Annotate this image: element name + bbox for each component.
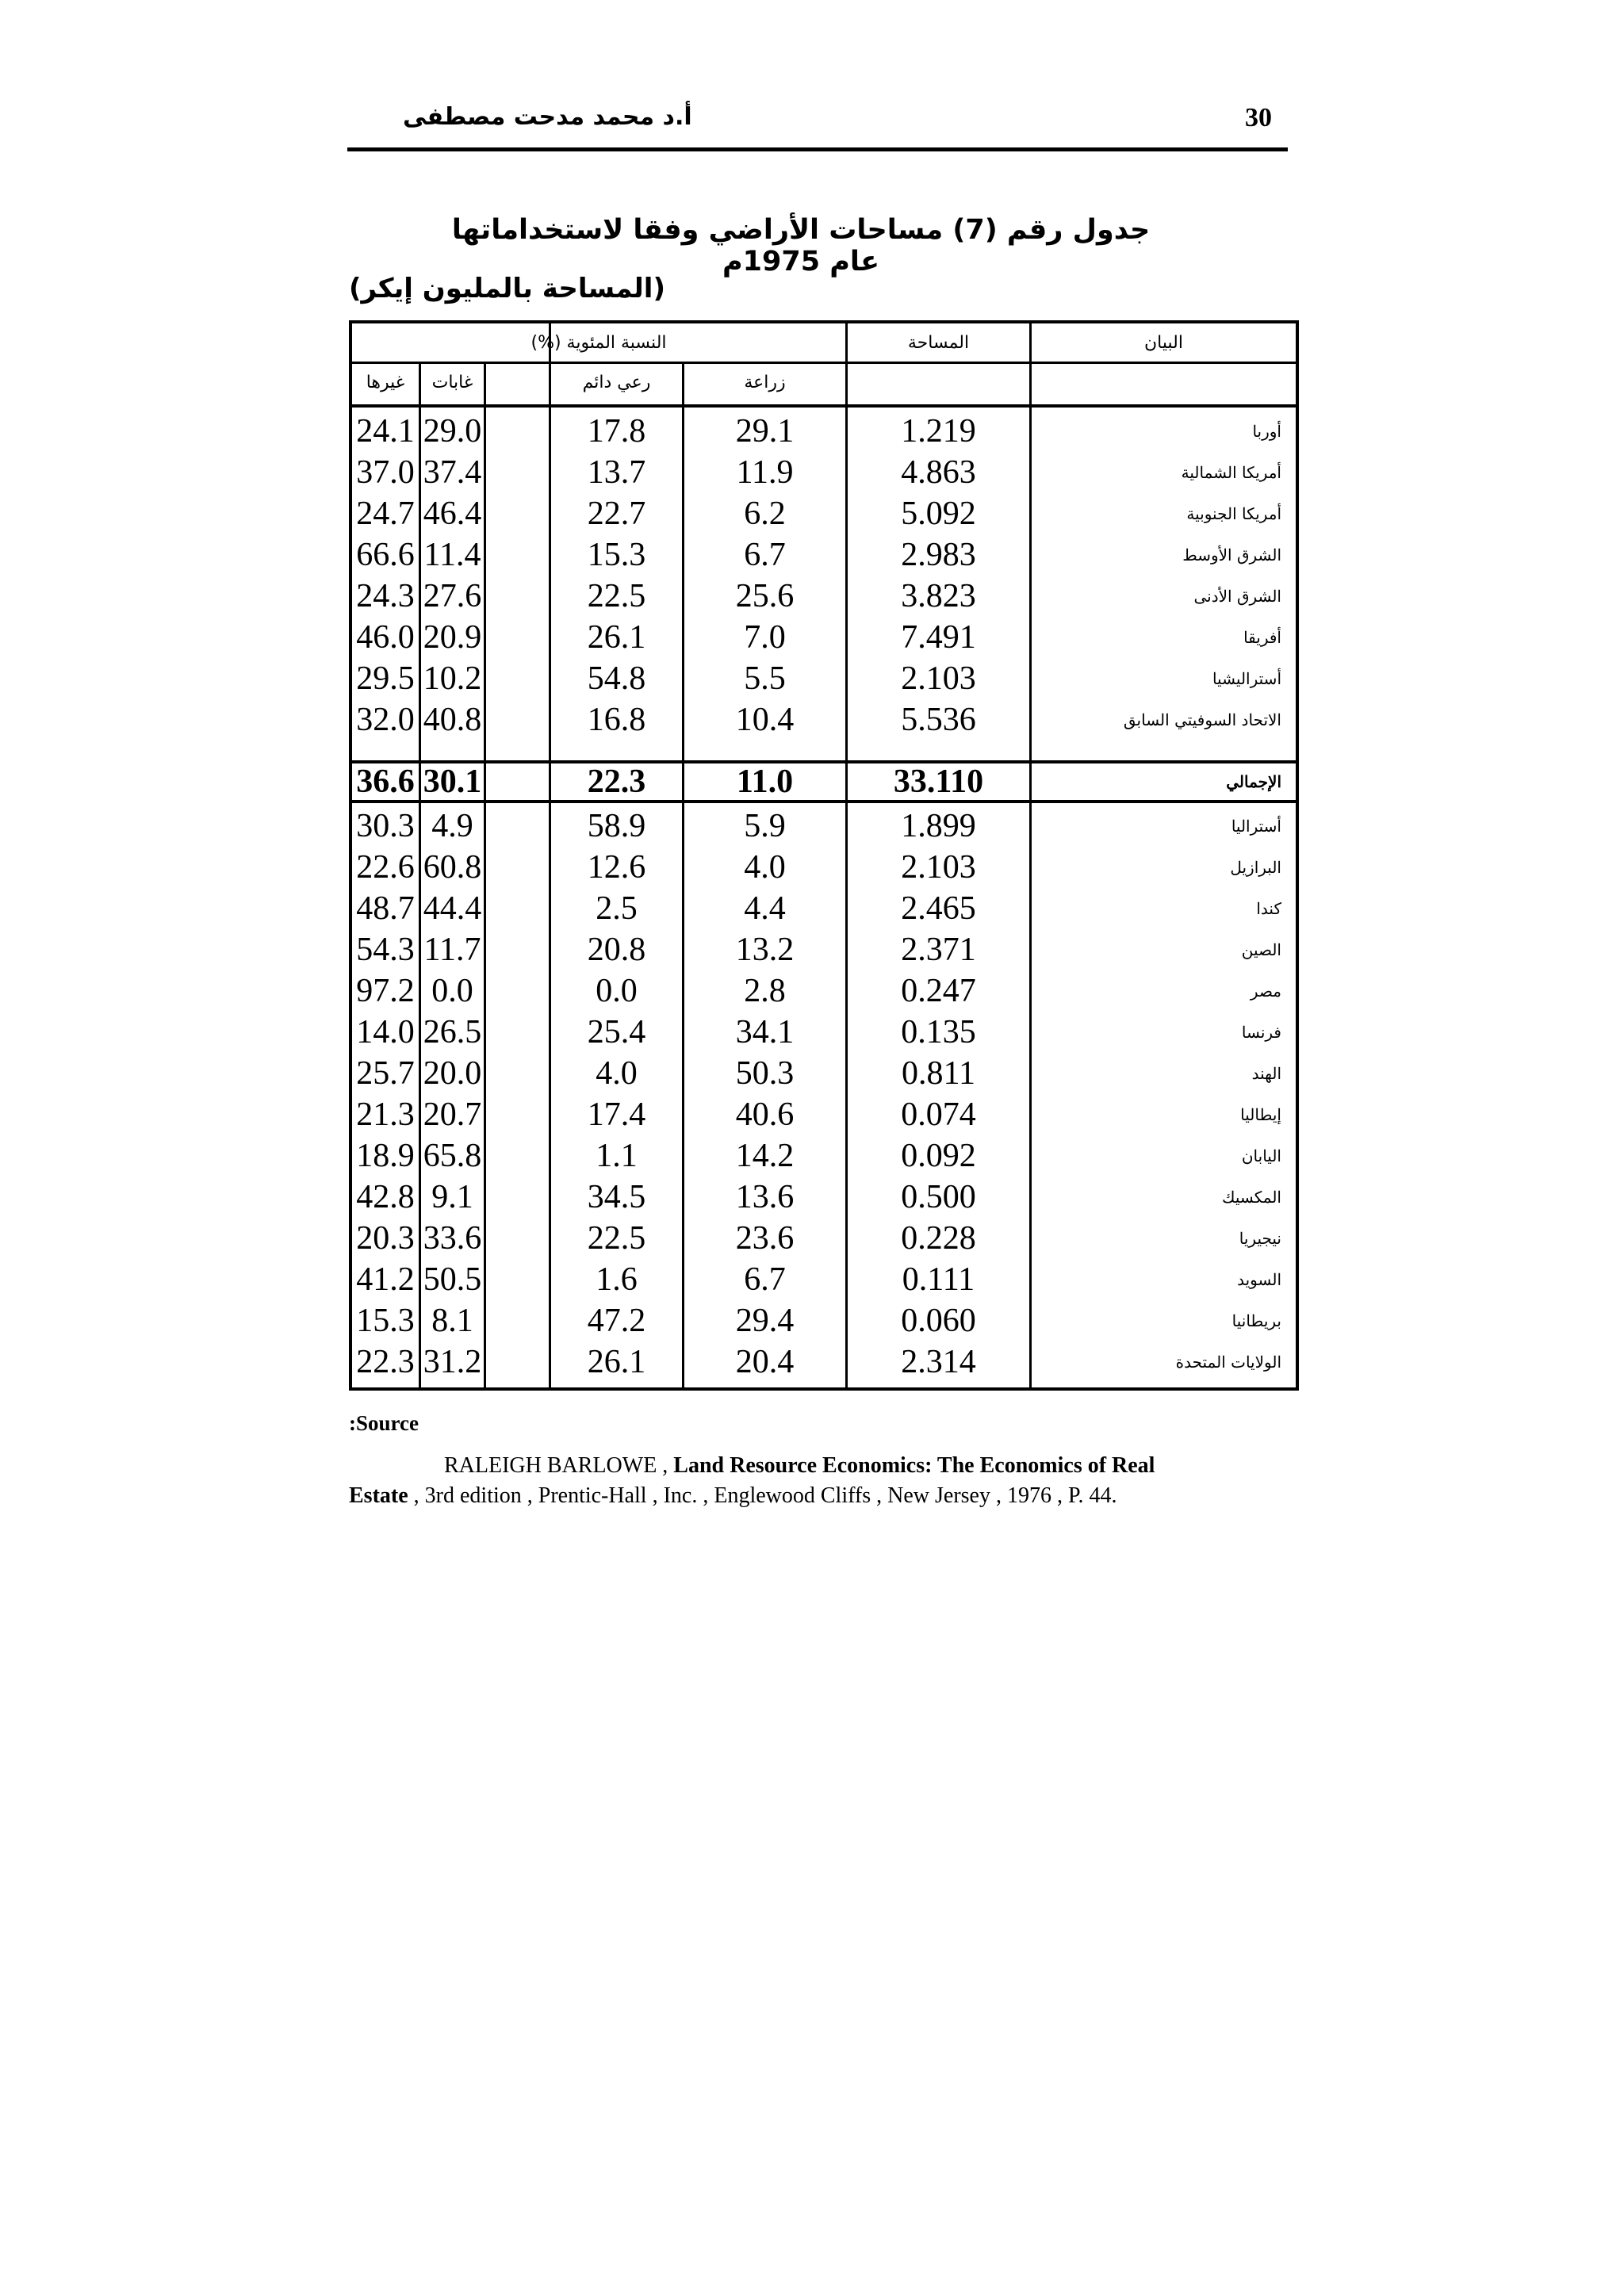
cell-other: 24.3 [356,578,415,614]
cell-pasture: 1.6 [596,1261,638,1298]
cell-other: 97.2 [356,973,415,1009]
source-reference [349,1451,1300,1511]
author-name: أ.د محمد مدحت مصطفى [403,103,692,131]
cell-other: 24.1 [356,413,415,450]
table-row [352,576,1296,617]
cell-agriculture: 6.7 [744,1261,786,1298]
cell-pasture: 13.7 [587,454,646,491]
table-row [352,1300,1296,1341]
cell-name: الشرق الأدنى [1193,587,1281,606]
cell-area: 0.074 [901,1096,976,1133]
cell-name: الاتحاد السوفيتي السابق [1123,710,1281,729]
cell-pasture: 26.1 [587,619,646,656]
cell-forests: 8.1 [431,1303,473,1339]
cell-agriculture: 4.4 [744,890,786,927]
table-row [352,1177,1296,1218]
source-author: RALEIGH BARLOWE , [444,1453,674,1478]
cell-area: 0.111 [902,1261,975,1298]
cell-area: 5.092 [901,496,976,532]
table-unit: (المساحة بالمليون إيكر) [349,273,665,304]
cell-agriculture: 7.0 [744,619,786,656]
cell-area: 0.500 [901,1179,976,1215]
cell-agriculture: 6.7 [744,537,786,573]
cell-forests: 31.2 [423,1344,482,1380]
cell-agriculture: 29.4 [735,1303,795,1339]
source-title-1: Land Resource Economics: The Economics of Real [673,1453,1155,1478]
cell-pasture: 0.0 [596,973,638,1009]
cell-forests: 20.0 [423,1055,482,1092]
cell-other: 15.3 [356,1303,415,1339]
total-pasture: 22.3 [587,763,646,800]
cell-agriculture: 4.0 [744,849,786,886]
cell-pasture: 20.8 [587,932,646,968]
cell-name: نيجيريا [1239,1229,1281,1248]
cell-agriculture: 29.1 [735,413,795,450]
cell-pasture: 34.5 [587,1179,646,1215]
header-item: البيان [1144,333,1183,353]
cell-other: 14.0 [356,1014,415,1050]
cell-agriculture: 5.5 [744,660,786,697]
cell-area: 0.811 [902,1055,975,1092]
cell-pasture: 1.1 [596,1138,638,1174]
cell-pasture: 17.8 [587,413,646,450]
cell-name: بريطانيا [1231,1311,1281,1330]
cell-forests: 65.8 [423,1138,482,1174]
cell-name: اليابان [1241,1146,1281,1165]
total-agriculture: 11.0 [736,763,794,800]
table-row [352,1053,1296,1094]
cell-name: الهند [1251,1064,1281,1083]
table-row [352,1135,1296,1177]
cell-pasture: 25.4 [587,1014,646,1050]
cell-other: 41.2 [356,1261,415,1298]
cell-name: أفريقا [1243,628,1281,647]
cell-forests: 11.4 [423,537,481,573]
cell-pasture: 58.9 [587,808,646,844]
page-header [347,101,1288,151]
cell-area: 1.219 [901,413,976,450]
cell-other: 30.3 [356,808,415,844]
cell-agriculture: 10.4 [735,702,795,738]
cell-area: 5.536 [901,702,976,738]
cell-other: 42.8 [356,1179,415,1215]
cell-forests: 50.5 [423,1261,482,1298]
total-other: 36.6 [356,763,415,800]
cell-area: 2.103 [901,660,976,697]
table-row [352,970,1296,1012]
cell-area: 0.060 [901,1303,976,1339]
cell-other: 54.3 [356,932,415,968]
cell-agriculture: 14.2 [735,1138,795,1174]
source-details: , 3rd edition , Prentic-Hall , Inc. , Englewood Cliffs , New Jersey , 1976 , P. 44. [408,1483,1117,1508]
cell-name: الشرق الأوسط [1182,545,1281,564]
table-row [352,617,1296,658]
cell-pasture: 54.8 [587,660,646,697]
table-row [352,493,1296,534]
cell-agriculture: 5.9 [744,808,786,844]
cell-other: 48.7 [356,890,415,927]
table-row [352,847,1296,888]
cell-area: 0.135 [901,1014,976,1050]
cell-name: إيطاليا [1240,1105,1281,1124]
cell-forests: 29.0 [423,413,482,450]
cell-name: أستراليشيا [1212,669,1281,688]
cell-name: السويد [1237,1270,1281,1289]
cell-forests: 37.4 [423,454,482,491]
table-row [352,1094,1296,1135]
page-number: 30 [1245,103,1272,132]
cell-forests: 60.8 [423,849,482,886]
cell-name: أمريكا الجنوبية [1186,504,1281,523]
cell-area: 2.314 [901,1344,976,1380]
cell-area: 0.247 [901,973,976,1009]
total-row [352,761,1296,802]
cell-forests: 10.2 [423,660,482,697]
cell-pasture: 15.3 [587,537,646,573]
table-title: جدول رقم (7) مساحات الأراضي وفقا لاستخداماتها عام 1975م [451,214,1151,277]
cell-pasture: 4.0 [596,1055,638,1092]
cell-agriculture: 20.4 [735,1344,795,1380]
table-row [352,658,1296,699]
cell-agriculture: 34.1 [735,1014,795,1050]
cell-forests: 20.9 [423,619,482,656]
cell-name: البرازيل [1230,858,1281,877]
cell-pasture: 12.6 [587,849,646,886]
cell-forests: 46.4 [423,496,482,532]
land-use-table [349,320,1299,1391]
source-label: :Source [349,1411,419,1435]
cell-pasture: 26.1 [587,1344,646,1380]
cell-other: 29.5 [356,660,415,697]
cell-forests: 9.1 [431,1179,473,1215]
cell-agriculture: 40.6 [735,1096,795,1133]
table-row [352,411,1296,452]
cell-name: فرنسا [1241,1023,1281,1042]
cell-other: 22.6 [356,849,415,886]
cell-agriculture: 50.3 [735,1055,795,1092]
cell-pasture: 16.8 [587,702,646,738]
cell-area: 2.983 [901,537,976,573]
cell-pasture: 17.4 [587,1096,646,1133]
cell-pasture: 2.5 [596,890,638,927]
cell-agriculture: 11.9 [736,454,794,491]
cell-forests: 33.6 [423,1220,482,1257]
table-row [352,1218,1296,1259]
header-other: غيرها [366,373,405,392]
cell-forests: 40.8 [423,702,482,738]
header-forests: غابات [431,373,473,392]
cell-other: 32.0 [356,702,415,738]
source-title-2: Estate [349,1483,408,1508]
header-pasture: رعي دائم [582,373,651,392]
cell-other: 46.0 [356,619,415,656]
table-row [352,1341,1296,1383]
cell-pasture: 22.7 [587,496,646,532]
cell-area: 2.103 [901,849,976,886]
cell-pasture: 22.5 [587,578,646,614]
cell-other: 24.7 [356,496,415,532]
cell-forests: 4.9 [431,808,473,844]
cell-other: 18.9 [356,1138,415,1174]
table-row [352,452,1296,493]
cell-name: كندا [1256,899,1281,918]
table-row [352,929,1296,970]
cell-name: أستراليا [1231,817,1281,836]
cell-other: 22.3 [356,1344,415,1380]
table-row [352,534,1296,576]
cell-forests: 0.0 [431,973,473,1009]
total-forests: 30.1 [423,763,482,800]
cell-agriculture: 6.2 [744,496,786,532]
table-row [352,806,1296,847]
header-percent: النسبة المئوية (%) [530,333,667,353]
cell-other: 37.0 [356,454,415,491]
cell-area: 2.465 [901,890,976,927]
cell-area: 2.371 [901,932,976,968]
table-row [352,888,1296,929]
cell-area: 3.823 [901,578,976,614]
table-row [352,699,1296,740]
cell-name: أمريكا الشمالية [1181,463,1281,482]
header-agriculture: زراعة [744,373,786,392]
cell-forests: 44.4 [423,890,482,927]
cell-other: 25.7 [356,1055,415,1092]
cell-name: المكسيك [1222,1188,1281,1207]
cell-other: 21.3 [356,1096,415,1133]
cell-agriculture: 13.6 [735,1179,795,1215]
cell-forests: 20.7 [423,1096,482,1133]
cell-agriculture: 23.6 [735,1220,795,1257]
cell-area: 0.228 [901,1220,976,1257]
table-row [352,1012,1296,1053]
cell-area: 1.899 [901,808,976,844]
cell-forests: 27.6 [423,578,482,614]
cell-forests: 11.7 [423,932,481,968]
cell-pasture: 47.2 [587,1303,646,1339]
cell-agriculture: 2.8 [744,973,786,1009]
cell-agriculture: 25.6 [735,578,795,614]
cell-forests: 26.5 [423,1014,482,1050]
header-area: المساحة [907,333,970,353]
cell-area: 7.491 [901,619,976,656]
table-row [352,1259,1296,1300]
cell-name: أوربا [1252,422,1281,441]
total-area: 33.110 [893,763,984,800]
cell-name: الصين [1241,940,1281,959]
cell-area: 4.863 [901,454,976,491]
cell-agriculture: 13.2 [735,932,795,968]
cell-pasture: 22.5 [587,1220,646,1257]
cell-name: الولايات المتحدة [1175,1353,1281,1372]
cell-other: 66.6 [356,537,415,573]
cell-name: مصر [1250,982,1281,1001]
cell-area: 0.092 [901,1138,976,1174]
total-label: الإجمالي [1226,772,1281,791]
cell-other: 20.3 [356,1220,415,1257]
